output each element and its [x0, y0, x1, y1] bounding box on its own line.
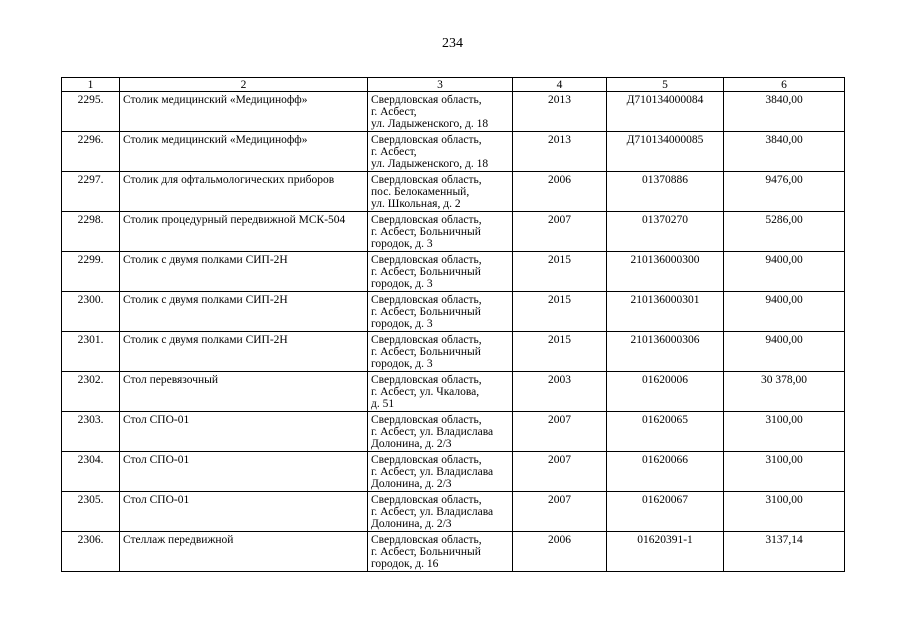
- year-cell: 2007: [513, 492, 607, 532]
- cost-cell: 3137,14: [724, 532, 845, 572]
- address-line: г. Асбест, ул. Владислава: [371, 506, 494, 518]
- table-row: [62, 412, 845, 452]
- row-number-cell: 2304.: [62, 452, 120, 492]
- cost-cell: 3840,00: [724, 132, 845, 172]
- column-header: 6: [724, 78, 845, 92]
- year-cell: 2015: [513, 252, 607, 292]
- table-row: [62, 212, 845, 252]
- address-cell: [368, 172, 513, 212]
- row-number-cell: 2301.: [62, 332, 120, 372]
- year-cell: 2015: [513, 332, 607, 372]
- column-header: 1: [62, 78, 120, 92]
- row-number-cell: 2298.: [62, 212, 120, 252]
- address-line: Свердловская область,: [371, 534, 482, 546]
- cost-cell: 9400,00: [724, 292, 845, 332]
- address-line: ул. Ладыженского, д. 18: [371, 158, 489, 170]
- inventory-number-cell: 210136000300: [607, 252, 724, 292]
- year-cell: 2013: [513, 132, 607, 172]
- page-number: 234: [442, 36, 463, 51]
- address-line: д. 51: [371, 398, 395, 410]
- row-number-cell: 2303.: [62, 412, 120, 452]
- cost-cell: 3100,00: [724, 492, 845, 532]
- year-cell: 2015: [513, 292, 607, 332]
- address-line: городок, д. 3: [371, 358, 433, 370]
- item-name-cell: Стол СПО-01: [120, 412, 368, 452]
- address-line: Свердловская область,: [371, 294, 482, 306]
- row-number-cell: 2305.: [62, 492, 120, 532]
- address-line: г. Асбест, Больничный: [371, 346, 481, 358]
- address-cell: [368, 92, 513, 132]
- table-row: [62, 132, 845, 172]
- address-cell: [368, 532, 513, 572]
- year-cell: 2003: [513, 372, 607, 412]
- address-line: городок, д. 16: [371, 558, 439, 570]
- address-line: Свердловская область,: [371, 94, 482, 106]
- item-name-cell: Стол перевязочный: [120, 372, 368, 412]
- address-cell: [368, 452, 513, 492]
- column-header: 3: [368, 78, 513, 92]
- table-row: [62, 292, 845, 332]
- address-line: Долонина, д. 2/3: [371, 438, 452, 450]
- address-line: ул. Школьная, д. 2: [371, 198, 461, 210]
- address-line: ул. Ладыженского, д. 18: [371, 118, 489, 130]
- row-number-cell: 2302.: [62, 372, 120, 412]
- year-cell: 2007: [513, 412, 607, 452]
- address-line: городок, д. 3: [371, 238, 433, 250]
- address-cell: [368, 212, 513, 252]
- address-line: Свердловская область,: [371, 374, 482, 386]
- address-line: г. Асбест, Больничный: [371, 226, 481, 238]
- address-cell: [368, 132, 513, 172]
- item-name-cell: Столик для офтальмологических приборов: [120, 172, 368, 212]
- item-name-cell: Стол СПО-01: [120, 492, 368, 532]
- table-row: [62, 92, 845, 132]
- table-header-row: [62, 78, 845, 92]
- address-line: Свердловская область,: [371, 454, 482, 466]
- address-line: г. Асбест, Больничный: [371, 266, 481, 278]
- address-cell: [368, 252, 513, 292]
- address-cell: [368, 492, 513, 532]
- inventory-number-cell: 210136000301: [607, 292, 724, 332]
- item-name-cell: Стеллаж передвижной: [120, 532, 368, 572]
- address-line: г. Асбест,: [371, 146, 417, 158]
- column-header: 5: [607, 78, 724, 92]
- year-cell: 2013: [513, 92, 607, 132]
- address-line: Свердловская область,: [371, 494, 482, 506]
- address-line: Долонина, д. 2/3: [371, 478, 452, 490]
- item-name-cell: Столик процедурный передвижной МСК-504: [120, 212, 368, 252]
- address-line: г. Асбест, ул. Владислава: [371, 426, 494, 438]
- row-number-cell: 2299.: [62, 252, 120, 292]
- item-name-cell: Столик с двумя полками СИП-2Н: [120, 252, 368, 292]
- address-cell: [368, 372, 513, 412]
- table-row: [62, 372, 845, 412]
- inventory-number-cell: 01370886: [607, 172, 724, 212]
- inventory-number-cell: Д710134000084: [607, 92, 724, 132]
- cost-cell: 5286,00: [724, 212, 845, 252]
- address-line: г. Асбест, ул. Владислава: [371, 466, 494, 478]
- year-cell: 2007: [513, 212, 607, 252]
- inventory-number-cell: 01620067: [607, 492, 724, 532]
- address-line: городок, д. 3: [371, 318, 433, 330]
- address-cell: [368, 292, 513, 332]
- cost-cell: 3840,00: [724, 92, 845, 132]
- address-line: г. Асбест,: [371, 106, 417, 118]
- address-line: г. Асбест, ул. Чкалова,: [371, 386, 480, 398]
- inventory-number-cell: 210136000306: [607, 332, 724, 372]
- year-cell: 2006: [513, 532, 607, 572]
- address-line: пос. Белокаменный,: [371, 186, 470, 198]
- cost-cell: 3100,00: [724, 452, 845, 492]
- address-line: городок, д. 3: [371, 278, 433, 290]
- item-name-cell: Стол СПО-01: [120, 452, 368, 492]
- item-name-cell: Столик с двумя полками СИП-2Н: [120, 292, 368, 332]
- address-line: г. Асбест, Больничный: [371, 306, 481, 318]
- property-register-table: [61, 77, 845, 572]
- year-cell: 2006: [513, 172, 607, 212]
- address-line: Свердловская область,: [371, 214, 482, 226]
- address-line: Свердловская область,: [371, 414, 482, 426]
- inventory-number-cell: 01620065: [607, 412, 724, 452]
- column-header: 4: [513, 78, 607, 92]
- table-row: [62, 252, 845, 292]
- inventory-number-cell: 01620066: [607, 452, 724, 492]
- column-header: 2: [120, 78, 368, 92]
- cost-cell: 9476,00: [724, 172, 845, 212]
- inventory-number-cell: 01370270: [607, 212, 724, 252]
- table-row: [62, 532, 845, 572]
- cost-cell: 9400,00: [724, 332, 845, 372]
- row-number-cell: 2295.: [62, 92, 120, 132]
- address-cell: [368, 412, 513, 452]
- item-name-cell: Столик медицинский «Медицинофф»: [120, 132, 368, 172]
- address-line: Свердловская область,: [371, 134, 482, 146]
- row-number-cell: 2297.: [62, 172, 120, 212]
- cost-cell: 3100,00: [724, 412, 845, 452]
- item-name-cell: Столик с двумя полками СИП-2Н: [120, 332, 368, 372]
- table-row: [62, 492, 845, 532]
- address-line: г. Асбест, Больничный: [371, 546, 481, 558]
- table-row: [62, 172, 845, 212]
- address-cell: [368, 332, 513, 372]
- inventory-number-cell: 01620391-1: [607, 532, 724, 572]
- table-row: [62, 332, 845, 372]
- inventory-number-cell: 01620006: [607, 372, 724, 412]
- address-line: Долонина, д. 2/3: [371, 518, 452, 530]
- item-name-cell: Столик медицинский «Медицинофф»: [120, 92, 368, 132]
- row-number-cell: 2300.: [62, 292, 120, 332]
- cost-cell: 30 378,00: [724, 372, 845, 412]
- address-line: Свердловская область,: [371, 174, 482, 186]
- row-number-cell: 2306.: [62, 532, 120, 572]
- address-line: Свердловская область,: [371, 254, 482, 266]
- table-row: [62, 452, 845, 492]
- cost-cell: 9400,00: [724, 252, 845, 292]
- address-line: Свердловская область,: [371, 334, 482, 346]
- year-cell: 2007: [513, 452, 607, 492]
- inventory-number-cell: Д710134000085: [607, 132, 724, 172]
- row-number-cell: 2296.: [62, 132, 120, 172]
